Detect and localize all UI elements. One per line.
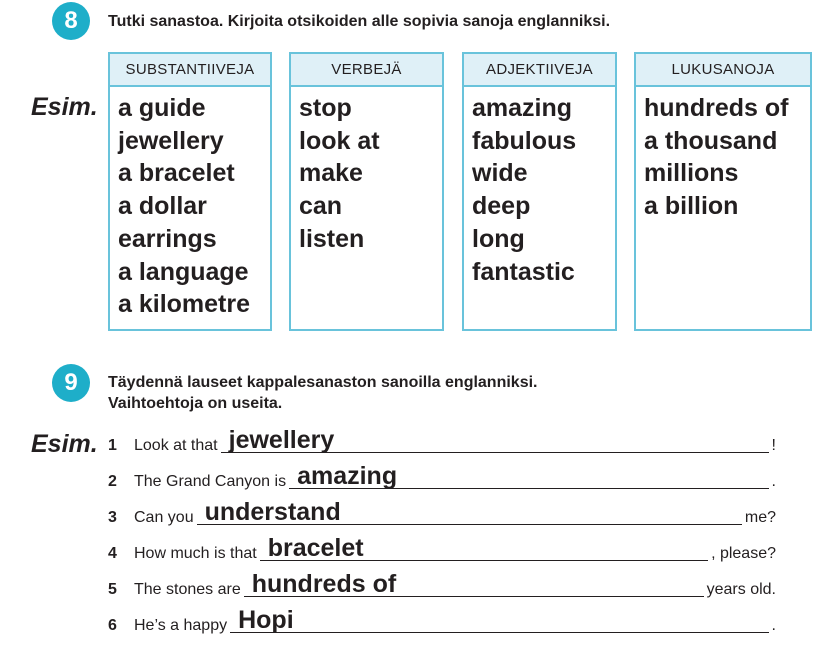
sentence-row-1 (108, 428, 776, 458)
task-8-instruction: Tutki sanastoa. Kirjoita otsikoiden alle sopivia sanoja englanniksi. (108, 13, 611, 30)
answer-text: hundreds of (251, 570, 397, 598)
word: make (299, 159, 363, 188)
sentence-row-3 (108, 500, 776, 530)
sentence-start: How much is that (134, 545, 257, 562)
task-8-number-badge (52, 2, 90, 40)
task-9-number-badge (52, 364, 90, 402)
answer-blank[interactable] (197, 494, 742, 525)
answer-text: Hopi (238, 606, 294, 634)
sentence-start: The stones are (134, 581, 241, 598)
sentence-end: ! (771, 437, 776, 454)
column-verbs (289, 52, 444, 331)
word: long (472, 224, 525, 253)
task-9-number: 9 (64, 369, 78, 396)
sentence-start: Can you (134, 509, 194, 526)
column-adjectives (462, 52, 617, 331)
column-header: VERBEJÄ (291, 54, 442, 87)
word: a language (118, 257, 249, 286)
word-list (636, 87, 810, 223)
word: listen (299, 224, 365, 253)
answer-blank[interactable] (230, 602, 768, 633)
word: hundreds of (644, 94, 789, 122)
task-8-number: 8 (64, 7, 78, 34)
answer-blank[interactable] (289, 458, 768, 489)
word: millions (644, 159, 739, 188)
word-list (110, 87, 270, 321)
word: a thousand (644, 126, 778, 155)
task-8-example-label: Esim. (31, 93, 98, 121)
word: amazing (472, 94, 573, 122)
sentence-row-4 (108, 536, 776, 566)
word: a bracelet (118, 159, 235, 188)
answer-text: amazing (297, 462, 398, 490)
column-header: ADJEKTIIVEJA (464, 54, 615, 87)
sentence-start: Look at that (134, 437, 218, 454)
word: can (299, 192, 343, 221)
word-list (291, 87, 442, 256)
word: wide (472, 159, 528, 188)
answer-blank[interactable] (260, 530, 708, 561)
word: look at (299, 126, 380, 155)
column-header: SUBSTANTIIVEJA (110, 54, 270, 87)
sentence-end: years old. (706, 581, 776, 598)
word: a kilometre (118, 290, 251, 319)
column-numerals (634, 52, 812, 331)
sentence-start: The Grand Canyon is (134, 473, 287, 490)
sentence-row-6 (108, 608, 776, 638)
word: a dollar (118, 192, 207, 221)
word: a billion (644, 192, 739, 221)
word-list (464, 87, 615, 288)
column-nouns (108, 52, 272, 331)
answer-blank[interactable] (221, 422, 769, 453)
sentence-number: 5 (108, 581, 117, 598)
task-9-instruction (108, 372, 537, 414)
sentence-number: 1 (108, 437, 117, 454)
word: deep (472, 192, 531, 221)
word: fantastic (472, 257, 575, 286)
task-9-example-label: Esim. (31, 430, 98, 458)
sentence-number: 3 (108, 509, 117, 526)
sentence-number: 2 (108, 473, 117, 490)
sentence-end: , please? (711, 545, 776, 562)
answer-text: jewellery (228, 426, 335, 454)
sentence-start: He’s a happy (134, 617, 228, 634)
task-9-instruction-line-1: Täydennä lauseet kappalesanaston sanoilla englanniksi. (108, 374, 538, 391)
task-9-instruction-line-2: Vaihtoehtoja on useita. (108, 395, 283, 412)
sentence-number: 6 (108, 617, 117, 634)
word: fabulous (472, 126, 577, 155)
sentence-end: me? (744, 509, 776, 526)
answer-blank[interactable] (244, 566, 704, 597)
sentence-number: 4 (108, 545, 117, 562)
sentence-end: . (771, 473, 776, 490)
sentence-end: . (771, 617, 776, 634)
answer-text: bracelet (267, 534, 364, 562)
sentence-row-5 (108, 572, 776, 602)
answer-text: understand (204, 498, 341, 526)
word: earrings (118, 224, 217, 253)
sentence-row-2 (108, 464, 776, 494)
word: stop (299, 94, 352, 122)
column-header: LUKUSANOJA (636, 54, 810, 87)
word: a guide (118, 94, 206, 122)
word: jewellery (118, 126, 224, 155)
